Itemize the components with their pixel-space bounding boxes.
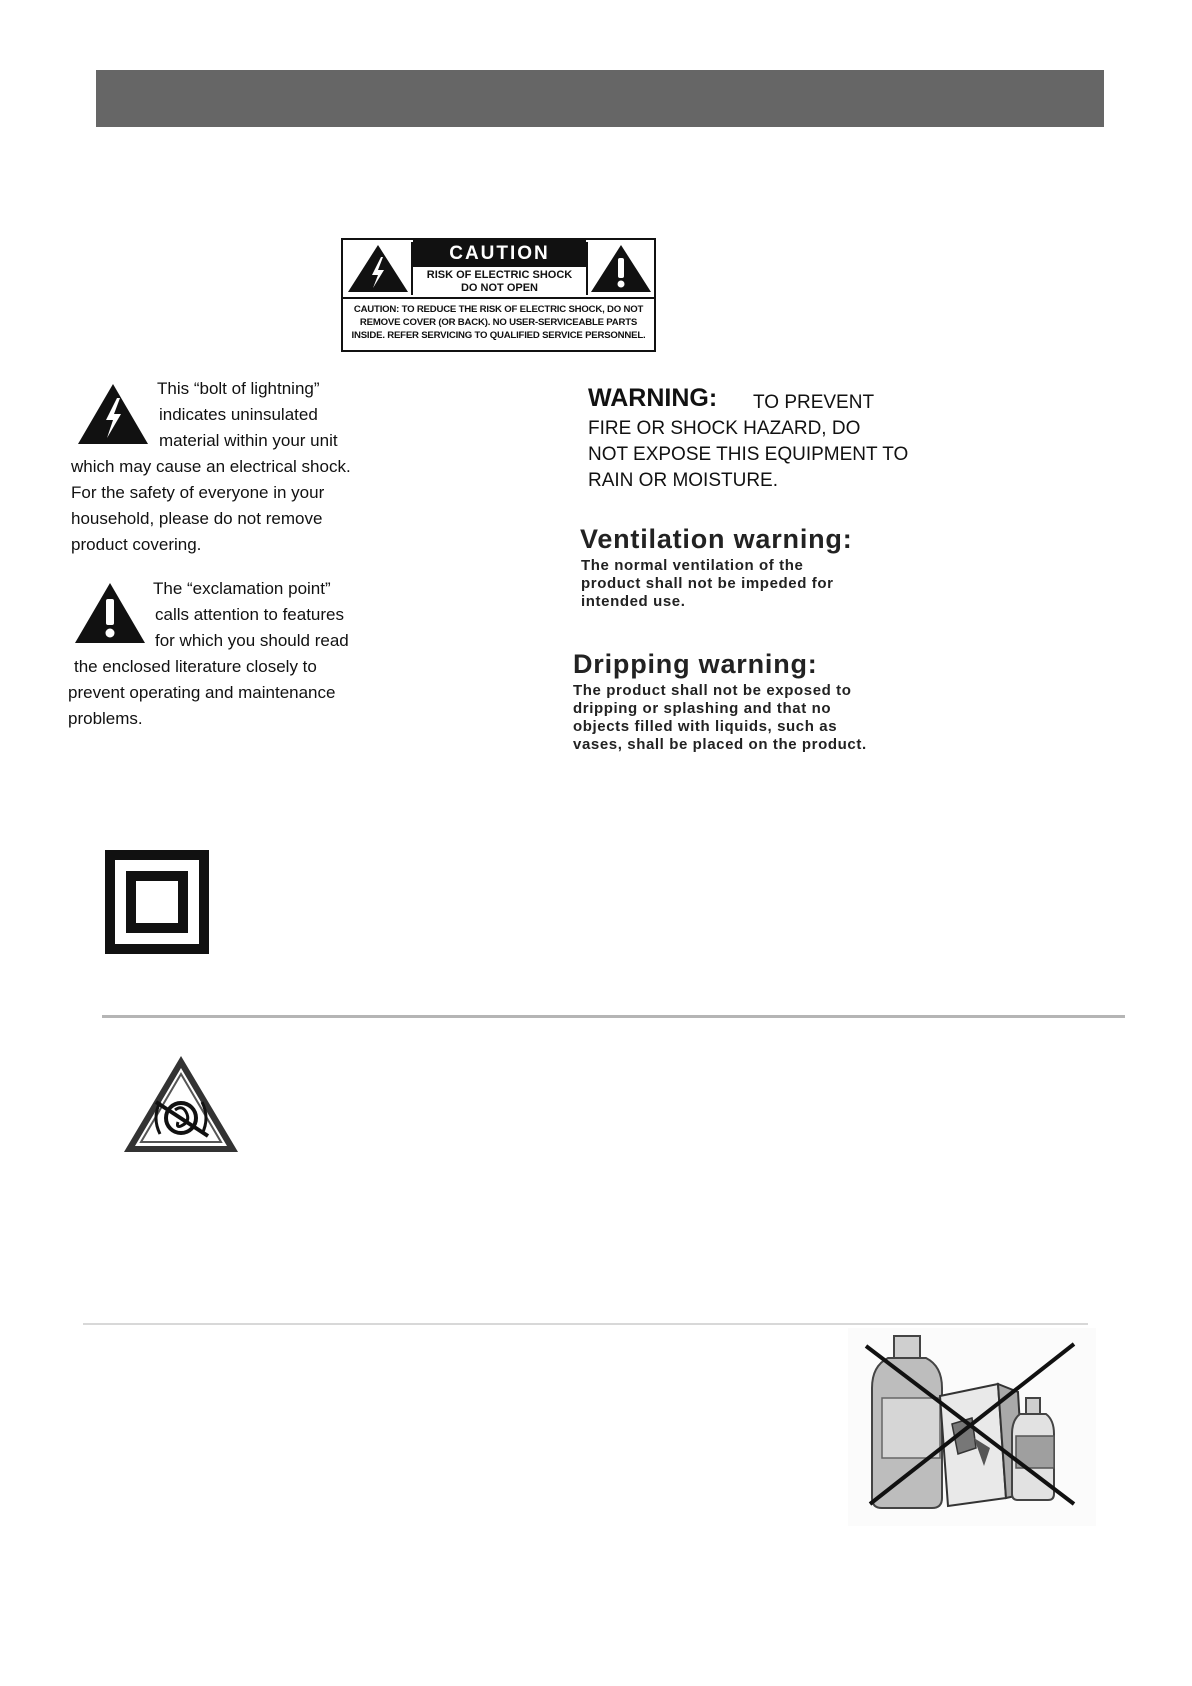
exclamation-triangle-icon <box>73 581 147 645</box>
lightning-note-line: which may cause an electrical shock. <box>71 457 351 476</box>
warning-line: NOT EXPOSE THIS EQUIPMENT TO <box>588 444 909 465</box>
caution-title: CAUTION <box>413 240 586 267</box>
lightning-note-line: product covering. <box>71 535 202 554</box>
lightning-note-line: material within your unit <box>159 431 338 450</box>
dripping-line: objects filled with liquids, such as <box>573 718 838 735</box>
no-chemicals-icon <box>848 1328 1096 1526</box>
exclamation-note-line: the enclosed literature closely to <box>74 657 317 676</box>
caution-note-line: INSIDE. REFER SERVICING TO QUALIFIED SERVICE PERSONNEL. <box>351 330 646 341</box>
caution-note <box>347 303 650 342</box>
exclamation-note-line: The “exclamation point” <box>153 579 331 598</box>
caution-label-center <box>413 240 586 297</box>
exclamation-note-line: calls attention to features <box>155 605 345 624</box>
dripping-line: dripping or splashing and that no <box>573 700 832 717</box>
caution-label-top <box>343 240 654 299</box>
ventilation-title: Ventilation warning: <box>580 524 853 554</box>
double-insulation-icon <box>105 850 209 954</box>
section-divider <box>102 1015 1125 1018</box>
warning-title: WARNING: <box>588 384 718 412</box>
exclamation-note-line: for which you should read <box>155 631 349 650</box>
ventilation-line: product shall not be impeded for <box>581 575 834 592</box>
caution-note-line: REMOVE COVER (OR BACK). NO USER-SERVICEABLE PARTS <box>359 317 638 328</box>
warning-line: FIRE OR SHOCK HAZARD, DO <box>588 418 861 439</box>
exclamation-note-line: prevent operating and maintenance <box>68 683 336 702</box>
header-bar <box>96 70 1104 127</box>
dripping-title: Dripping warning: <box>573 649 818 679</box>
ventilation-line: intended use. <box>581 593 686 610</box>
warning-line: RAIN OR MOISTURE. <box>588 470 779 491</box>
dripping-line: The product shall not be exposed to <box>573 682 852 699</box>
dripping-line: vases, shall be placed on the product. <box>573 736 867 753</box>
caution-label <box>341 238 656 352</box>
lightning-warning-icon <box>345 242 413 295</box>
caution-subtitle <box>413 267 586 295</box>
ventilation-line: The normal ventilation of the <box>581 557 804 574</box>
caution-subtitle-line: RISK OF ELECTRIC SHOCK <box>426 269 573 281</box>
caution-subtitle-line: DO NOT OPEN <box>460 282 538 294</box>
warning-line: TO PREVENT <box>753 392 875 413</box>
lightning-note-line: household, please do not remove <box>71 509 323 528</box>
exclamation-note-line: problems. <box>68 709 143 728</box>
caution-note-line: CAUTION: TO REDUCE THE RISK OF ELECTRIC SHOCK, DO NOT <box>353 304 644 315</box>
lightning-note-line: indicates uninsulated <box>159 405 318 424</box>
exclamation-warning-icon <box>586 242 654 295</box>
lightning-note-line: For the safety of everyone in your <box>71 483 325 502</box>
lightning-triangle-icon <box>76 382 150 446</box>
lightning-note-line: This “bolt of lightning” <box>157 379 320 398</box>
section-divider-thin <box>83 1323 1088 1325</box>
hearing-damage-warning-icon <box>120 1052 242 1156</box>
